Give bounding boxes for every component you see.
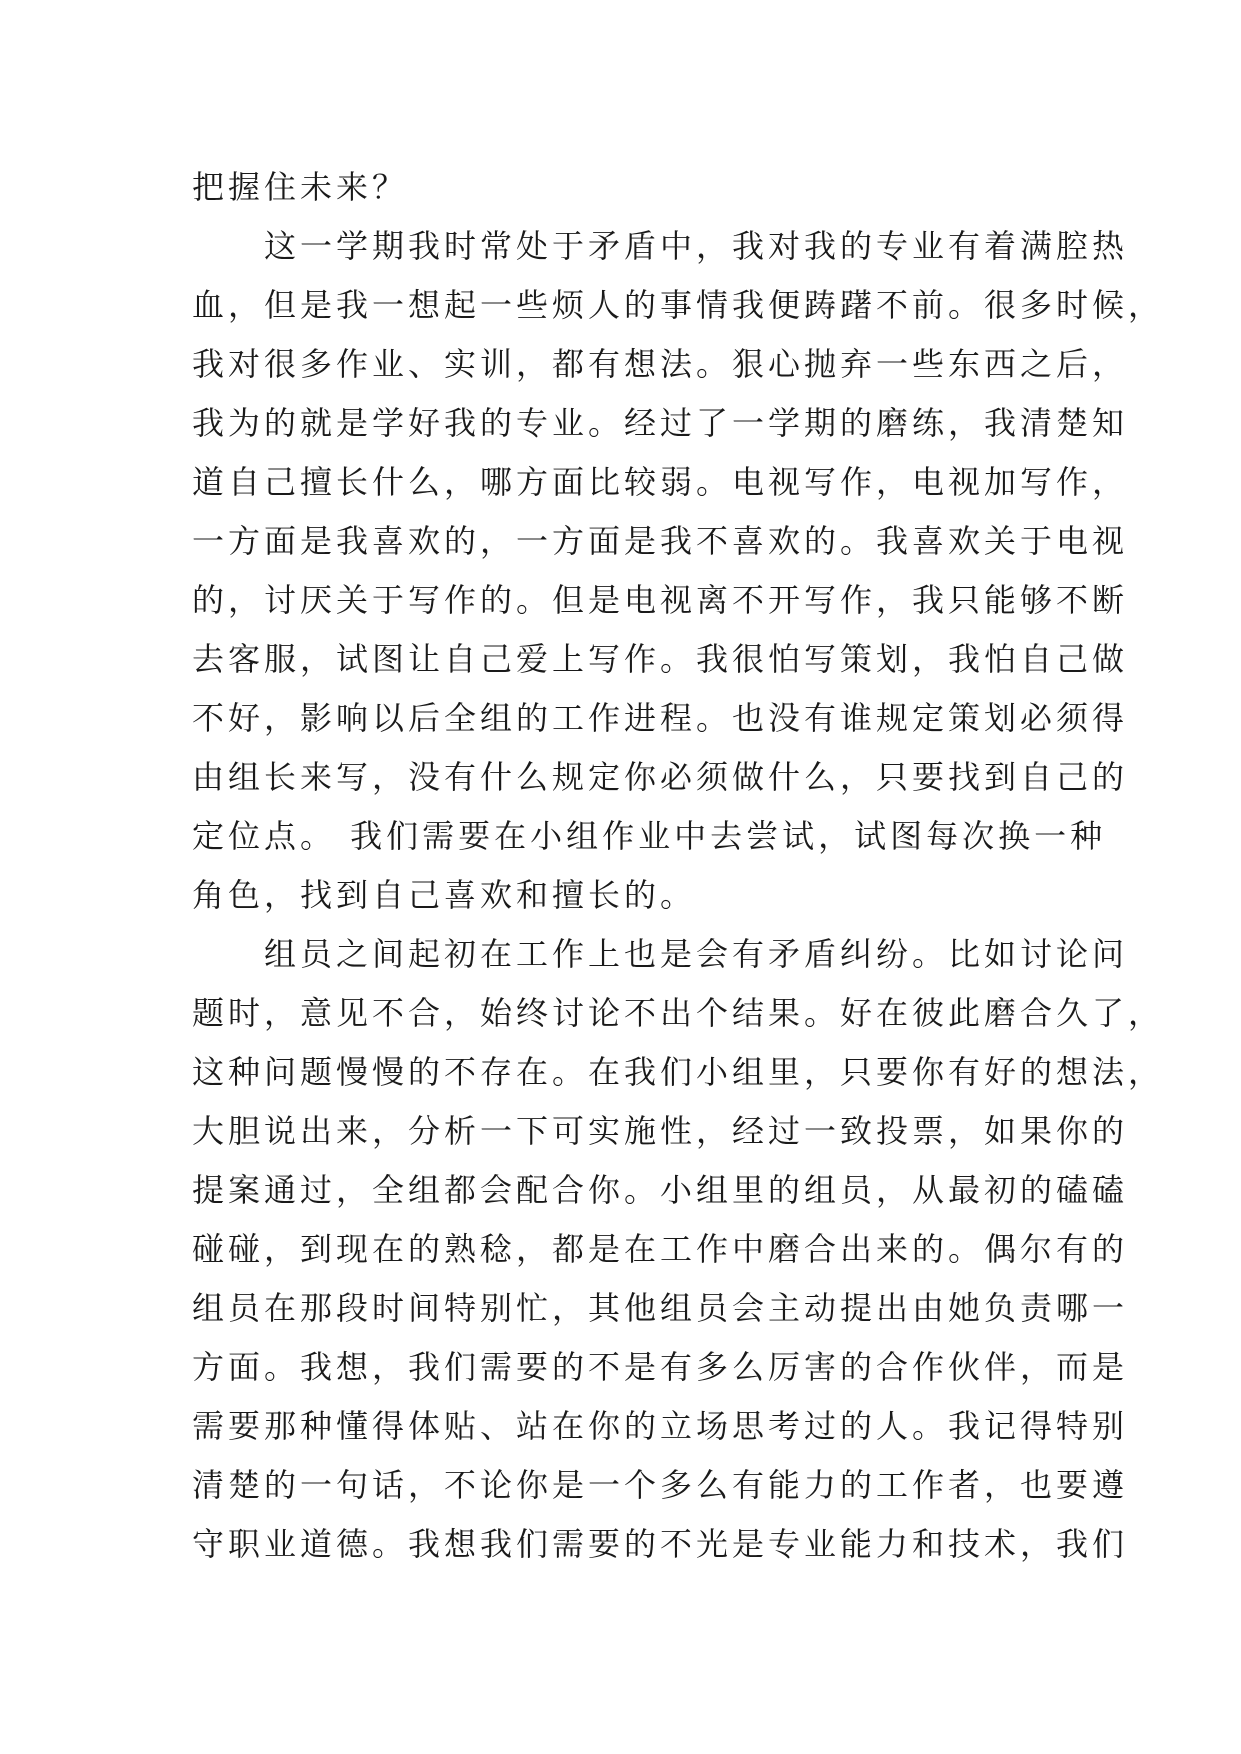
text-line: 一方面是我喜欢的，一方面是我不喜欢的。我喜欢关于电视 (192, 522, 1129, 560)
text-line: 清楚的一句话，不论你是一个多么有能力的工作者，也要遵 (192, 1466, 1129, 1504)
text-line: 不好，影响以后全组的工作进程。也没有谁规定策划必须得 (192, 699, 1129, 737)
text-line: 大胆说出来，分析一下可实施性，经过一致投票，如果你的 (192, 1112, 1129, 1150)
text-line: 我对很多作业、实训，都有想法。狠心抛弃一些东西之后， (192, 345, 1129, 383)
text-line: 这种问题慢慢的不存在。在我们小组里，只要你有好的想法， (192, 1053, 1165, 1091)
body-text (192, 158, 1165, 1574)
text-line: 守职业道德。我想我们需要的不光是专业能力和技术，我们 (192, 1525, 1129, 1563)
text-line: 的，讨厌关于写作的。但是电视离不开写作，我只能够不断 (192, 581, 1129, 619)
text-line: 由组长来写，没有什么规定你必须做什么，只要找到自己的 (192, 758, 1129, 796)
text-line: 方面。我想，我们需要的不是有多么厉害的合作伙伴，而是 (192, 1348, 1129, 1386)
text-line: 题时，意见不合，始终讨论不出个结果。好在彼此磨合久了， (192, 994, 1165, 1032)
text-line: 去客服，试图让自己爱上写作。我很怕写策划，我怕自己做 (192, 640, 1129, 678)
text-line: 道自己擅长什么，哪方面比较弱。电视写作，电视加写作， (192, 463, 1129, 501)
text-line: 组员在那段时间特别忙，其他组员会主动提出由她负责哪一 (192, 1289, 1129, 1327)
text-line: 需要那种懂得体贴、站在你的立场思考过的人。我记得特别 (192, 1407, 1129, 1445)
text-line: 组员之间起初在工作上也是会有矛盾纠纷。比如讨论问 (264, 935, 1129, 973)
text-line: 提案通过，全组都会配合你。小组里的组员，从最初的磕磕 (192, 1171, 1129, 1209)
text-line: 把握住未来？ (192, 168, 409, 206)
text-line: 碰碰，到现在的熟稔，都是在工作中磨合出来的。偶尔有的 (192, 1230, 1129, 1268)
text-line: 血，但是我一想起一些烦人的事情我便踌躇不前。很多时候， (192, 286, 1165, 324)
text-line: 角色，找到自己喜欢和擅长的。 (192, 876, 697, 914)
text-line: 我为的就是学好我的专业。经过了一学期的磨练，我清楚知 (192, 404, 1129, 442)
text-line: 定位点。 我们需要在小组作业中去尝试，试图每次换一种 (192, 817, 1107, 855)
text-line: 这一学期我时常处于矛盾中，我对我的专业有着满腔热 (264, 227, 1129, 265)
